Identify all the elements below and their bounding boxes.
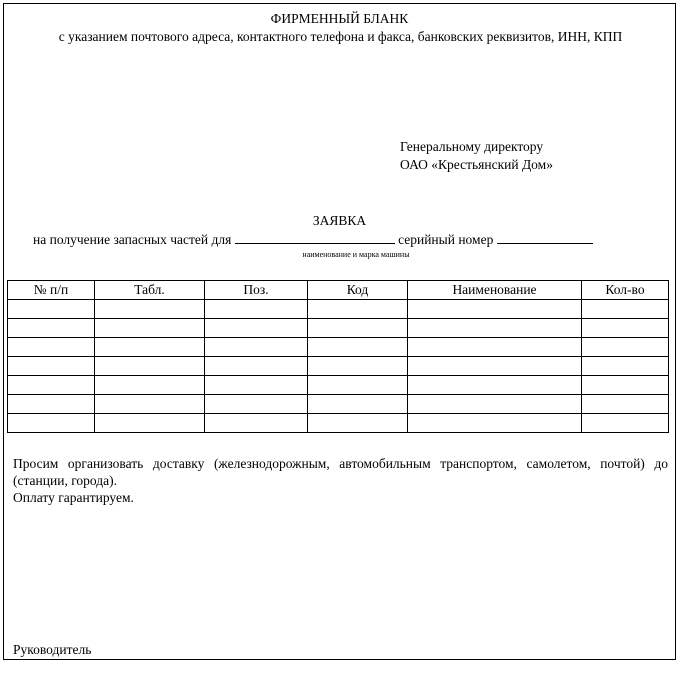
- table-cell[interactable]: [582, 300, 669, 319]
- table-cell[interactable]: [582, 338, 669, 357]
- table-cell[interactable]: [582, 357, 669, 376]
- table-cell[interactable]: [582, 395, 669, 414]
- table-cell[interactable]: [408, 395, 582, 414]
- table-cell[interactable]: [308, 357, 408, 376]
- table-cell[interactable]: [205, 357, 308, 376]
- column-header-position: Поз.: [205, 281, 308, 300]
- table-cell[interactable]: [308, 300, 408, 319]
- table-cell[interactable]: [582, 376, 669, 395]
- table-cell[interactable]: [205, 300, 308, 319]
- table-cell[interactable]: [95, 357, 205, 376]
- table-cell[interactable]: [8, 395, 95, 414]
- table-cell[interactable]: [205, 395, 308, 414]
- table-cell[interactable]: [205, 319, 308, 338]
- table-cell[interactable]: [205, 338, 308, 357]
- table-row: [8, 319, 669, 338]
- table-header-row: [8, 281, 669, 300]
- table-cell[interactable]: [95, 395, 205, 414]
- addressee-company: ОАО «Крестьянский Дом»: [400, 157, 553, 172]
- machine-name-blank[interactable]: [235, 231, 395, 244]
- table-cell[interactable]: [582, 319, 669, 338]
- table-cell[interactable]: [8, 300, 95, 319]
- serial-number-blank[interactable]: [497, 231, 593, 244]
- column-header-code: Код: [308, 281, 408, 300]
- table-cell[interactable]: [408, 376, 582, 395]
- table-cell[interactable]: [408, 414, 582, 433]
- table-cell[interactable]: [308, 376, 408, 395]
- letterhead-form: [3, 3, 676, 660]
- table-cell[interactable]: [408, 357, 582, 376]
- request-title: ЗАЯВКА: [312, 213, 367, 228]
- table-cell[interactable]: [95, 376, 205, 395]
- table-cell[interactable]: [8, 376, 95, 395]
- table-cell[interactable]: [408, 300, 582, 319]
- table-cell[interactable]: [205, 414, 308, 433]
- table-cell[interactable]: [308, 338, 408, 357]
- column-header-table: Табл.: [95, 281, 205, 300]
- addressee-position: Генеральному директору: [400, 139, 544, 154]
- table-cell[interactable]: [308, 414, 408, 433]
- table-row: [8, 338, 669, 357]
- payment-guarantee: Оплату гарантируем.: [13, 490, 134, 505]
- table-cell[interactable]: [308, 319, 408, 338]
- column-header-number: № п/п: [8, 281, 95, 300]
- table-cell[interactable]: [95, 319, 205, 338]
- parts-table: [7, 280, 669, 433]
- signature-label: Руководитель: [13, 642, 92, 657]
- request-body: [13, 455, 668, 506]
- table-row: [8, 300, 669, 319]
- table-cell[interactable]: [408, 338, 582, 357]
- machine-name-caption: наименование и марка машины: [302, 250, 410, 259]
- letterhead-subtitle: с указанием почтового адреса, контактного телефона и факса, банковских реквизитов, ИНН, КПП: [58, 29, 623, 44]
- column-header-quantity: Кол-во: [582, 281, 669, 300]
- table-cell[interactable]: [8, 338, 95, 357]
- table-cell[interactable]: [308, 395, 408, 414]
- table-row: [8, 376, 669, 395]
- table-cell[interactable]: [95, 338, 205, 357]
- column-header-name: Наименование: [408, 281, 582, 300]
- table-cell[interactable]: [95, 414, 205, 433]
- table-cell[interactable]: [8, 414, 95, 433]
- table-cell[interactable]: [8, 319, 95, 338]
- table-cell[interactable]: [8, 357, 95, 376]
- table-row: [8, 414, 669, 433]
- addressee-block: [400, 138, 553, 174]
- request-line-prefix: на получение запасных частей для: [33, 232, 232, 247]
- request-line: [33, 231, 593, 248]
- table-cell[interactable]: [582, 414, 669, 433]
- table-row: [8, 357, 669, 376]
- serial-number-label: серийный номер: [398, 232, 494, 247]
- table-row: [8, 395, 669, 414]
- table-cell[interactable]: [95, 300, 205, 319]
- letterhead-title: ФИРМЕННЫЙ БЛАНК: [270, 11, 409, 26]
- table-cell[interactable]: [408, 319, 582, 338]
- table-cell[interactable]: [205, 376, 308, 395]
- delivery-paragraph: Просим организовать доставку (железнодорожным, автомобильным транспортом, самолетом, почтой) до (станции, города).: [13, 456, 668, 488]
